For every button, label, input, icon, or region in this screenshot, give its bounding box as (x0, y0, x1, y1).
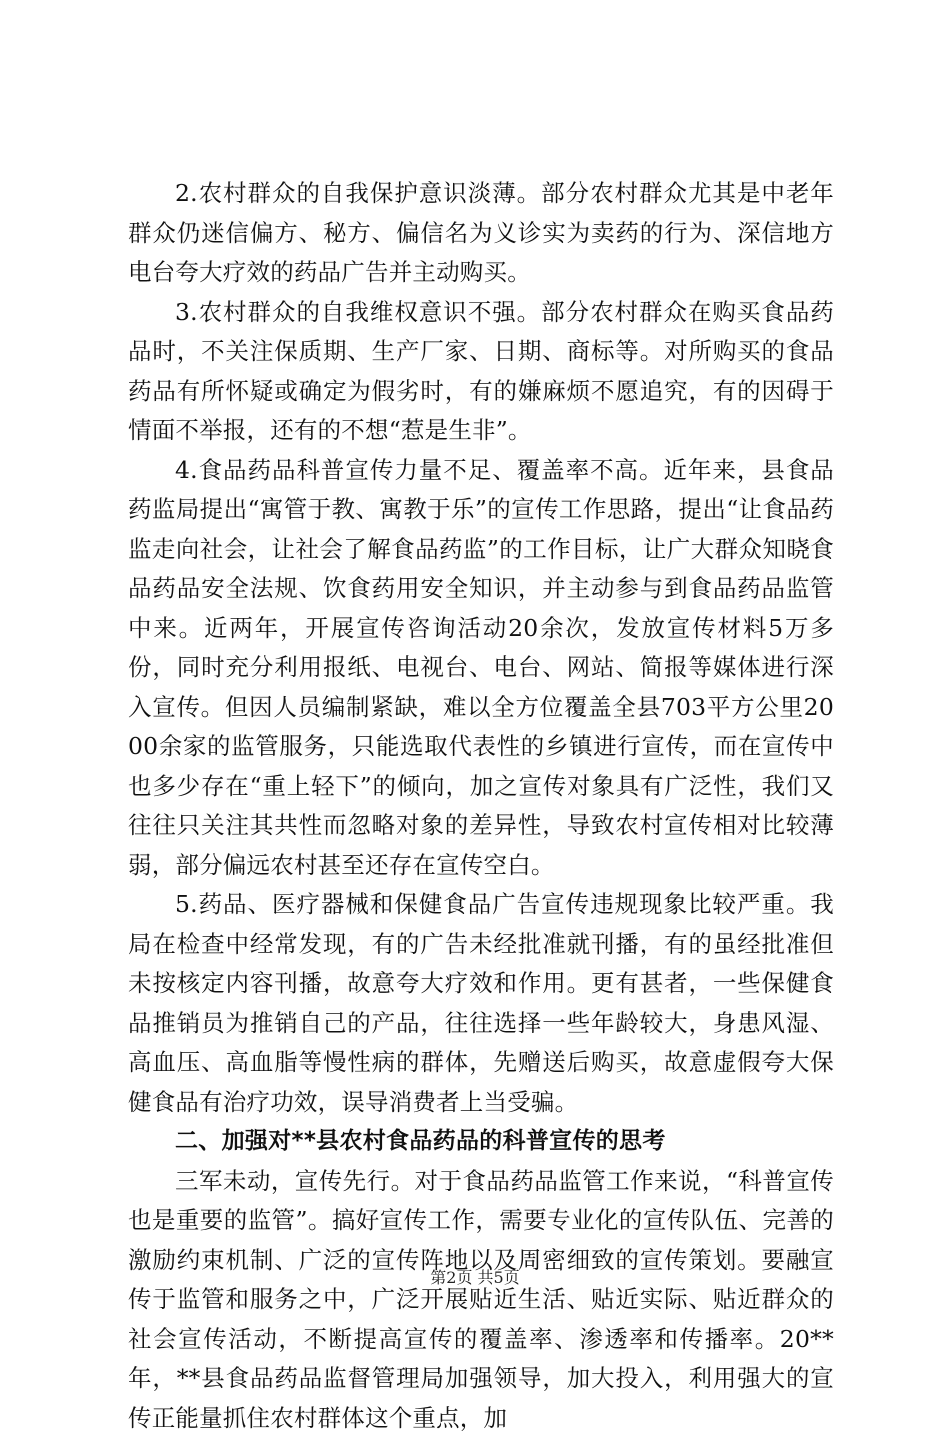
document-body (128, 174, 834, 1438)
paragraph-advertising-violations: 5.药品、医疗器械和保健食品广告宣传违规现象比较严重。我局在检查中经常发现，有的广告未经批准就刊播，有的虽经批准但未按核定内容刊播，故意夸大疗效和作用。更有甚者，一些保健食品推销员为推销自己的产品，往往选择一些年龄较大，身患风湿、高血压、高血脂等慢性病的群体，先赠送后购买，故意虚假夸大保健食品有治疗功效，误导消费者上当受骗。 (128, 885, 834, 1122)
paragraph-self-protection: 2.农村群众的自我保护意识淡薄。部分农村群众尤其是中老年群众仍迷信偏方、秘方、偏信名为义诊实为卖药的行为、深信地方电台夸大疗效的药品广告并主动购买。 (128, 174, 834, 293)
paragraph-publicity-first: 三军未动，宣传先行。对于食品药品监管工作来说，“科普宣传也是重要的监管”。搞好宣传工作，需要专业化的宣传队伍、完善的激励约束机制、广泛的宣传阵地以及周密细致的宣传策划。要融宣传于监管和服务之中，广泛开展贴近生活、贴近实际、贴近群众的社会宣传活动，不断提高宣传的覆盖率、渗透率和传播率。20**年，**县食品药品监督管理局加强领导，加大投入，利用强大的宣传正能量抓住农村群体这个重点，加 (128, 1162, 834, 1438)
paragraph-rights-awareness: 3.农村群众的自我维权意识不强。部分农村群众在购买食品药品时，不关注保质期、生产厂家、日期、商标等。对所购买的食品药品有所怀疑或确定为假劣时，有的嫌麻烦不愿追究，有的因碍于情面不举报，还有的不想“惹是生非”。 (128, 293, 834, 451)
paragraph-publicity-coverage: 4.食品药品科普宣传力量不足、覆盖率不高。近年来，县食品药监局提出“寓管于教、寓教于乐”的宣传工作思路，提出“让食品药监走向社会，让社会了解食品药监”的工作目标，让广大群众知晓食品药品安全法规、饮食药用安全知识，并主动参与到食品药品监管中来。近两年，开展宣传咨询活动20余次，发放宣传材料5万多份，同时充分利用报纸、电视台、电台、网站、简报等媒体进行深入宣传。但因人员编制紧缺，难以全方位覆盖全县703平方公里2000余家的监管服务，只能选取代表性的乡镇进行宣传，而在宣传中也多少存在“重上轻下”的倾向，加之宣传对象具有广泛性，我们又往往只关注其共性而忽略对象的差异性，导致农村宣传相对比较薄弱，部分偏远农村甚至还存在宣传空白。 (128, 451, 834, 886)
page-number-footer: 第2页 共5页 (0, 1268, 950, 1288)
section-heading: 二、加强对**县农村食品药品的科普宣传的思考 (128, 1122, 834, 1162)
